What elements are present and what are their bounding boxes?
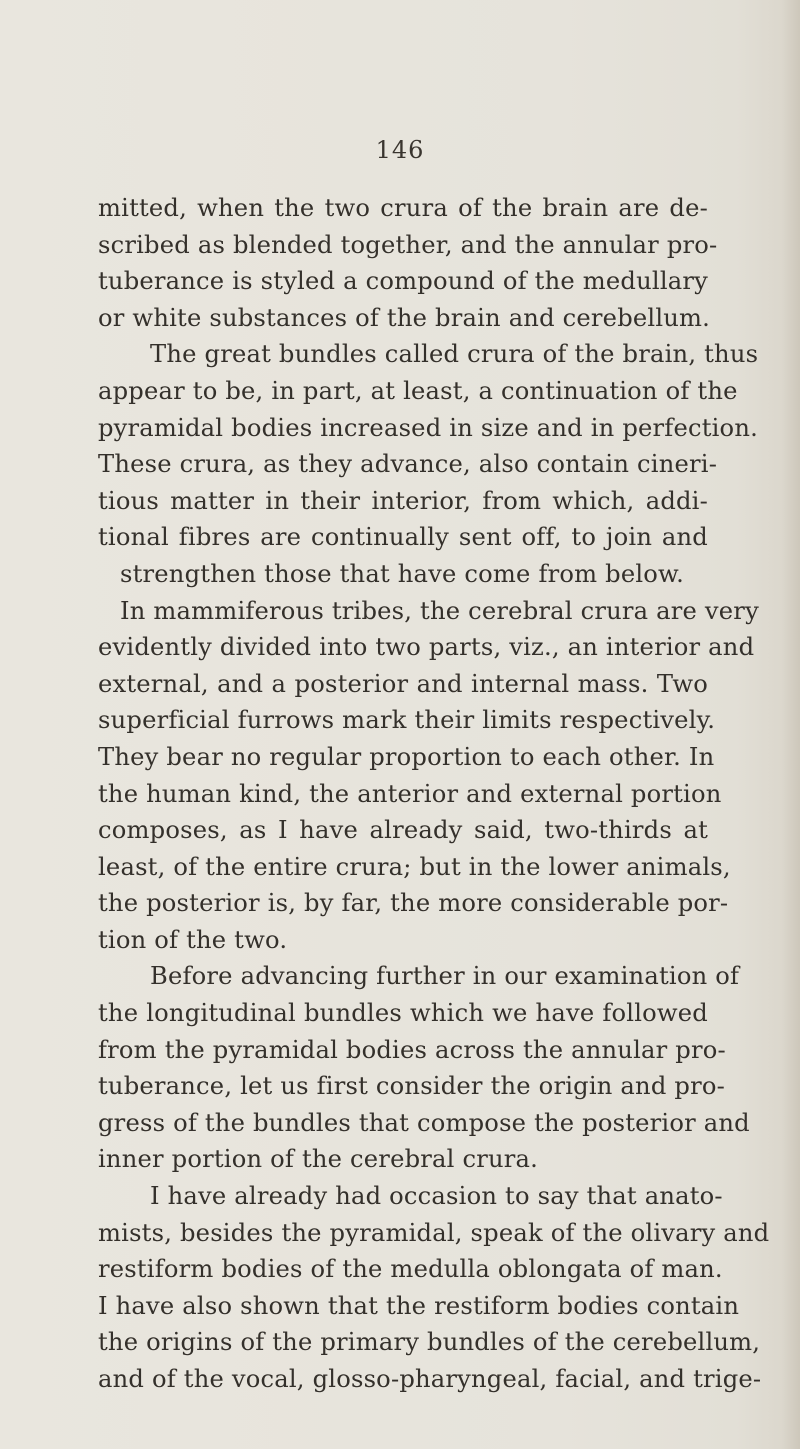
body-text (98, 190, 770, 1398)
page-edge-shadow (782, 0, 800, 1449)
text-line: In mammiferous tribes, the cerebral crura are very (120, 596, 759, 625)
text-line: the origins of the primary bundles of the cerebellum, (98, 1328, 761, 1357)
text-line: inner portion of the cerebral crura. (98, 1145, 539, 1174)
text-line: evidently divided into two parts, viz., an interior and (98, 633, 755, 662)
text-line: tious matter in their interior, from which, addi- (98, 486, 708, 515)
text-line: tion of the two. (98, 925, 288, 954)
page-number: 146 (375, 136, 425, 164)
text-line: tuberance is styled a compound of the medullary (98, 267, 708, 296)
text-line: restiform bodies of the medulla oblongata of man. (98, 1255, 723, 1284)
text-line: These crura, as they advance, also contain cineri- (98, 450, 718, 479)
text-line: mitted, when the two crura of the brain are de- (98, 194, 708, 222)
text-line: the posterior is, by far, the more considerable por- (98, 889, 729, 918)
text-line: The great bundles called crura of the brain, thus (150, 340, 759, 369)
text-line: the longitudinal bundles which we have followed (98, 999, 708, 1028)
text-line: and of the vocal, glosso-pharyngeal, facial, and trige- (98, 1365, 762, 1393)
text-line: or white substances of the brain and cerebellum. (98, 303, 711, 332)
text-line: the human kind, the anterior and external portion (98, 779, 722, 808)
text-line: appear to be, in part, at least, a continuation of the (98, 376, 738, 405)
text-line: gress of the bundles that compose the posterior and (98, 1108, 750, 1137)
text-line: mists, besides the pyramidal, speak of the olivary and (98, 1218, 770, 1247)
text-line: Before advancing further in our examination of (150, 962, 740, 991)
text-line: composes, as I have already said, two-thirds at (98, 816, 708, 845)
text-line: I have already had occasion to say that anato- (150, 1182, 723, 1211)
text-line: from the pyramidal bodies across the annular pro- (98, 1035, 726, 1064)
text-line: tuberance, let us first consider the origin and pro- (98, 1072, 725, 1101)
text-line: I have also shown that the restiform bodies contain (98, 1291, 740, 1320)
text-line: They bear no regular proportion to each other. In (98, 742, 715, 771)
text-line: external, and a posterior and internal mass. Two (98, 669, 708, 698)
text-line: least, of the entire crura; but in the lower animals, (98, 852, 731, 881)
text-line: scribed as blended together, and the annular pro- (98, 230, 718, 259)
text-line: pyramidal bodies increased in size and in perfection. (98, 413, 758, 442)
text-line: superficial furrows mark their limits respectively. (98, 706, 716, 735)
text-line: tional fibres are continually sent off, to join and (98, 523, 708, 552)
text-line: strengthen those that have come from below. (120, 559, 684, 588)
